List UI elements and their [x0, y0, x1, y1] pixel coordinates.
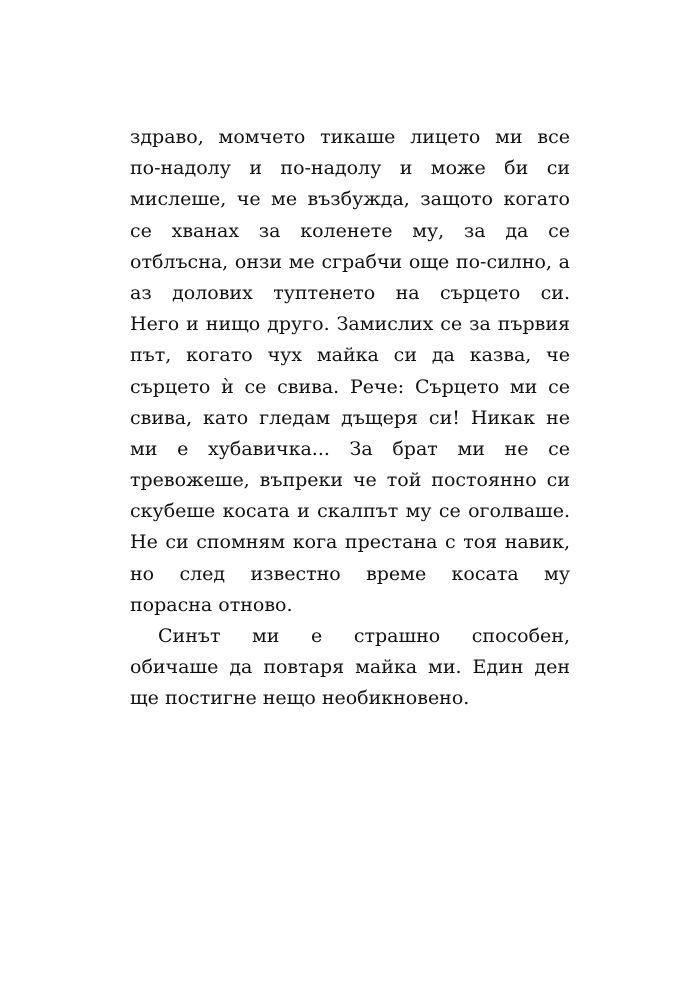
text-line: Синът ми е страшно способен,	[158, 625, 570, 647]
text-line: мислеше, че ме възбужда, защото когато	[130, 188, 570, 211]
text-line: аз долових туптенето на сърцето си.	[130, 281, 570, 304]
text-line: Него и нищо друго. Замислих се за първия	[130, 313, 570, 336]
text-line: отблъсна, онзи ме сграбчи още по-силно, а	[130, 250, 570, 273]
paragraph-2	[130, 621, 570, 715]
paragraph-1	[130, 122, 570, 621]
text-line: ми е хубавичка... За брат ми не се	[130, 437, 570, 460]
text-line: скубеше косата и скалпът му се оголваше.	[130, 500, 570, 523]
text-line: по-надолу и по-надолу и може би си	[130, 157, 570, 180]
text-line: но след известно време косата му	[130, 562, 570, 585]
text-line: свива, като гледам дъщеря си! Никак не	[130, 406, 570, 429]
text-line: Не си спомням кога престана с тоя навик,	[130, 531, 570, 554]
text-line: порасна отново.	[130, 593, 293, 616]
text-line: ще постигне нещо необикновено.	[130, 687, 470, 710]
text-line: тревожеше, въпреки че той постоянно си	[130, 469, 570, 492]
text-line: се хванах за коленете му, за да се	[130, 219, 570, 242]
body-text	[130, 122, 570, 715]
text-line: сърцето ѝ се свива. Рече: Сърцето ми се	[130, 375, 570, 398]
text-line: път, когато чух майка си да казва, че	[130, 344, 570, 367]
text-line: здраво, момчето тикаше лицето ми все	[130, 126, 570, 148]
text-line: обичаше да повтаря майка ми. Един ден	[130, 656, 570, 679]
